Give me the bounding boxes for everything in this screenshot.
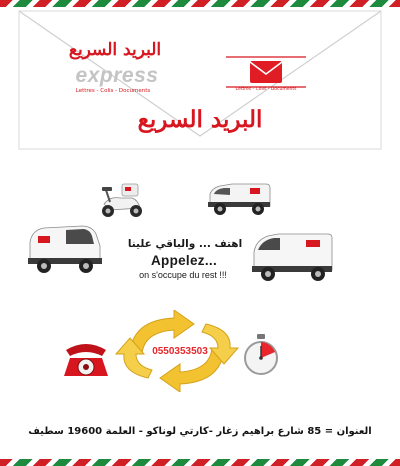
headline: البريد السريع bbox=[137, 106, 263, 133]
airmail-stripe-bottom bbox=[0, 459, 400, 466]
envelope-icon bbox=[226, 55, 306, 89]
slogan-appelez: Appelez... bbox=[150, 253, 217, 268]
address: العنوان = 85 شارع براهيم زغار -كارتي لوناكو - العلمة 19600 سطيف bbox=[28, 426, 372, 437]
logo-latin-name: express bbox=[75, 64, 159, 87]
airmail-stripe-top bbox=[0, 0, 400, 7]
van-icon bbox=[26, 222, 104, 278]
stopwatch-icon bbox=[240, 332, 282, 378]
logo-secondary-services: Lettres - Colis - Documents bbox=[235, 87, 297, 92]
logo-services: Lettres - Colis - Documents bbox=[75, 88, 151, 94]
van-icon bbox=[204, 178, 272, 218]
logo-arabic-name: البريد السريع bbox=[68, 40, 162, 60]
slogan-arabic: اهتف ... والباقي علينا bbox=[127, 238, 243, 250]
van-icon bbox=[248, 228, 334, 286]
phone-number[interactable]: 0550353503 bbox=[152, 346, 208, 357]
scooter-icon bbox=[96, 178, 148, 220]
slogan-occupe: on s'occupe du rest !!! bbox=[139, 270, 227, 280]
rotary-phone-icon bbox=[60, 336, 112, 380]
